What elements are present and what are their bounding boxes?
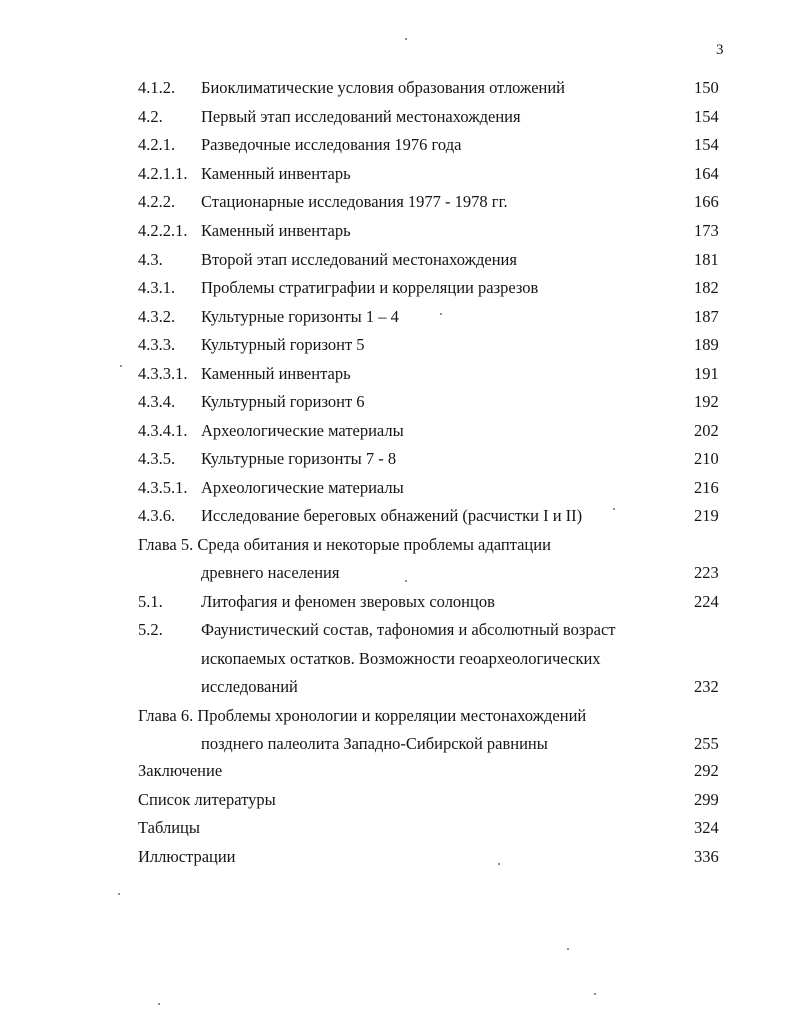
toc-entry-number: 4.1.2. bbox=[138, 78, 176, 97]
scan-speck bbox=[567, 948, 569, 950]
scan-speck bbox=[498, 863, 500, 865]
toc-entry-number: 4.3.3.1. bbox=[138, 364, 188, 383]
toc-entry-number: 4.3.3. bbox=[138, 335, 176, 354]
toc-entry-page: 224 bbox=[694, 592, 719, 611]
toc-entry-title: Иллюстрации bbox=[138, 847, 236, 866]
toc-entry-page: 154 bbox=[694, 107, 719, 126]
toc-entry-title: Таблицы bbox=[138, 818, 200, 837]
scan-speck bbox=[405, 580, 407, 582]
toc-entry-title: древнего населения bbox=[201, 563, 340, 582]
toc-entry-page: 189 bbox=[694, 335, 719, 354]
toc-entry-page: 191 bbox=[694, 364, 719, 383]
toc-entry-page: 164 bbox=[694, 164, 719, 183]
toc-entry-number: 4.2.1.1. bbox=[138, 164, 188, 183]
scan-speck bbox=[440, 313, 442, 315]
toc-entry-title: Второй этап исследований местонахождения bbox=[201, 250, 517, 269]
toc-entry-page: 202 bbox=[694, 421, 719, 440]
toc-entry-title: Список литературы bbox=[138, 790, 276, 809]
toc-entry-number: 4.3.5. bbox=[138, 449, 176, 468]
toc-entry-number: 4.3. bbox=[138, 250, 163, 269]
toc-entry-title: Археологические материалы bbox=[201, 421, 404, 440]
page-number: 3 bbox=[716, 42, 724, 58]
toc-entry-title: Заключение bbox=[138, 761, 223, 780]
toc-entry-page: 219 bbox=[694, 506, 719, 525]
scan-speck bbox=[118, 893, 120, 895]
toc-entry-title: Культурные горизонты 7 - 8 bbox=[201, 449, 397, 468]
toc-entry-title: Разведочные исследования 1976 года bbox=[201, 135, 462, 154]
toc-entry-page: 192 bbox=[694, 392, 719, 411]
scan-speck bbox=[594, 993, 596, 995]
toc-entry-number: 4.2.2.1. bbox=[138, 221, 188, 240]
toc-entry-page: 154 bbox=[694, 135, 719, 154]
toc-entry-number: 4.3.2. bbox=[138, 307, 176, 326]
toc-entry-page: 187 bbox=[694, 307, 719, 326]
toc-entry-page: 210 bbox=[694, 449, 719, 468]
toc-entry-number: 5.2. bbox=[138, 620, 163, 639]
toc-entry-page: 182 bbox=[694, 278, 719, 297]
toc-entry-number: 4.2.2. bbox=[138, 192, 176, 211]
toc-entry-title: Каменный инвентарь bbox=[201, 221, 351, 240]
toc-entry-page: 173 bbox=[694, 221, 719, 240]
toc-entry-number: 4.2.1. bbox=[138, 135, 176, 154]
scan-speck bbox=[613, 508, 615, 510]
toc-entry-title: Проблемы стратиграфии и корреляции разрезов bbox=[201, 278, 539, 297]
toc-entry-page: 292 bbox=[694, 761, 719, 780]
toc-entry-title: Культурный горизонт 6 bbox=[201, 392, 365, 411]
scan-speck bbox=[158, 1003, 160, 1005]
toc-entry-number: 5.1. bbox=[138, 592, 163, 611]
toc-entry-page: 336 bbox=[694, 847, 719, 866]
toc-entry-page: 150 bbox=[694, 78, 719, 97]
toc-entry-number: 4.3.4. bbox=[138, 392, 176, 411]
toc-entry-number: 4.3.1. bbox=[138, 278, 176, 297]
toc-entry-page: 255 bbox=[694, 734, 719, 753]
toc-entry-title: позднего палеолита Западно-Сибирской равнины bbox=[201, 734, 548, 753]
toc-entry-page: 181 bbox=[694, 250, 719, 269]
scan-speck bbox=[120, 365, 122, 367]
toc-entry-title: Археологические материалы bbox=[201, 478, 404, 497]
toc-entry-page: 223 bbox=[694, 563, 719, 582]
toc-entry-title: Глава 6. Проблемы хронологии и корреляции местонахождений bbox=[138, 706, 587, 725]
toc-entry-page: 216 bbox=[694, 478, 719, 497]
toc-entry-page: 324 bbox=[694, 818, 719, 837]
toc-entry-title: Глава 5. Среда обитания и некоторые проблемы адаптации bbox=[138, 535, 551, 554]
toc-entry-title: Каменный инвентарь bbox=[201, 364, 351, 383]
toc-entry-page: 166 bbox=[694, 192, 719, 211]
toc-entry-title: Литофагия и феномен зверовых солонцов bbox=[201, 592, 495, 611]
toc-entry-title: Фаунистический состав, тафономия и абсолютный возраст bbox=[201, 620, 616, 639]
toc-entry-page: 232 bbox=[694, 677, 719, 696]
toc-entry-number: 4.3.5.1. bbox=[138, 478, 188, 497]
toc-entry-title: Первый этап исследований местонахождения bbox=[201, 107, 521, 126]
toc-entry-title: Стационарные исследования 1977 - 1978 гг. bbox=[201, 192, 508, 211]
toc-entry-title: Культурные горизонты 1 – 4 bbox=[201, 307, 399, 326]
toc-entry-title: Исследование береговых обнажений (расчистки I и II) bbox=[201, 506, 583, 525]
toc-entry-title: исследований bbox=[201, 677, 298, 696]
toc-entry-number: 4.3.6. bbox=[138, 506, 176, 525]
toc-entry-number: 4.3.4.1. bbox=[138, 421, 188, 440]
toc-entry-title: Культурный горизонт 5 bbox=[201, 335, 365, 354]
toc-entry-title: ископаемых остатков. Возможности геоархеологических bbox=[201, 649, 601, 668]
toc-entry-title: Каменный инвентарь bbox=[201, 164, 351, 183]
toc-entry-title: Биоклиматические условия образования отложений bbox=[201, 78, 566, 97]
toc-entry-page: 299 bbox=[694, 790, 719, 809]
scan-speck bbox=[405, 38, 407, 40]
toc-entry-number: 4.2. bbox=[138, 107, 163, 126]
